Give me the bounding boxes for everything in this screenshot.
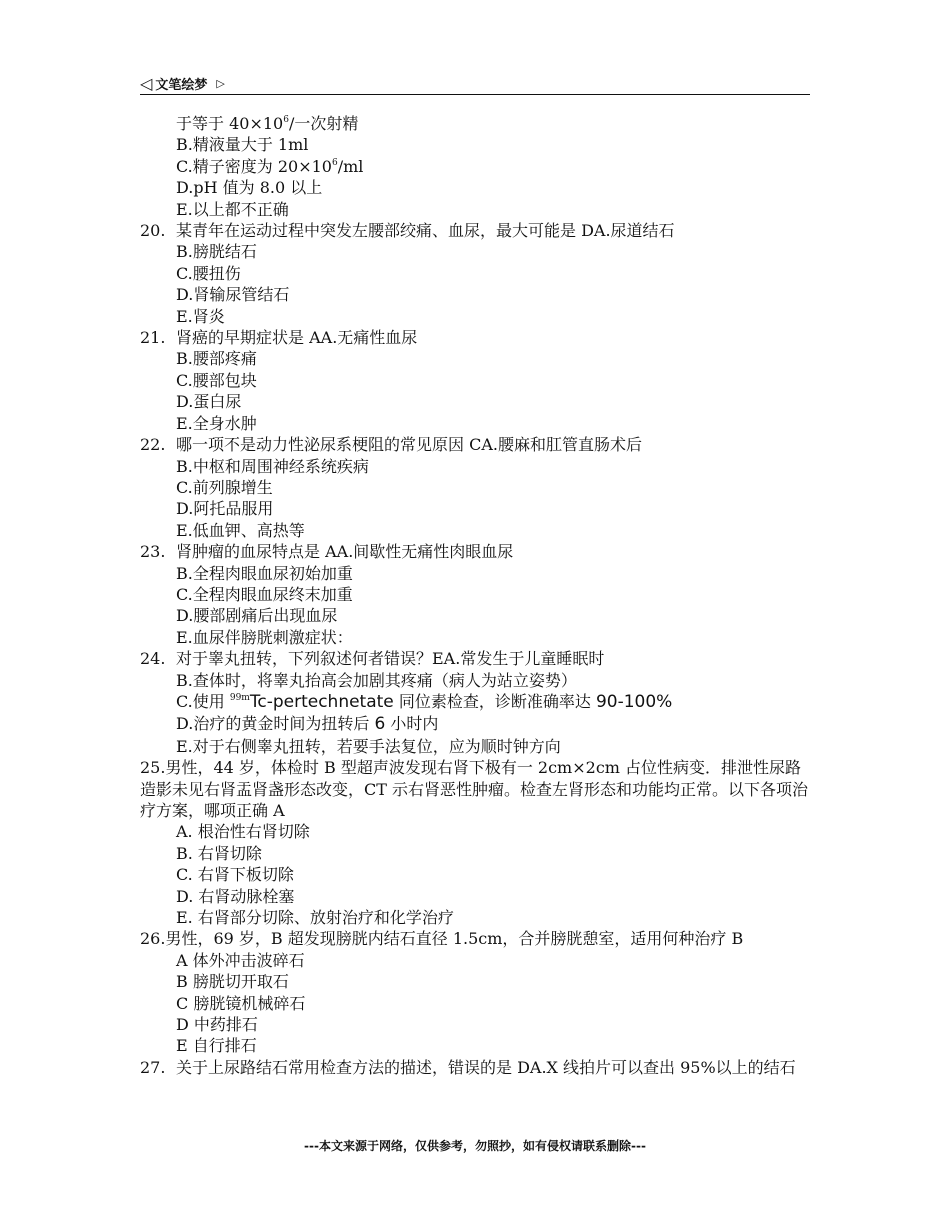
triangle-right-icon: ▷ [216,77,225,90]
option-line: E.对于右侧睾丸扭转，若要手法复位，应为顺时钟方向 [176,736,561,756]
page-footer: ---本文来源于网络，仅供参考，勿照抄，如有侵权请联系删除--- [304,1139,646,1153]
option-line: C 膀胱镜机械碎石 [176,993,306,1013]
triangle-left-icon: ◁ [140,73,153,93]
option-line: B.精液量大于 1ml [176,135,309,155]
option-line: B.腰部疼痛 [176,349,257,369]
option-line: D.肾输尿管结石 [176,285,290,305]
option-line: D.治疗的黄金时间为扭转后 6 小时内 [176,714,439,735]
document-body [140,113,812,1078]
question-24: 24. 对于睾丸扭转，下列叙述何者错误？EA.常发生于儿童睡眠时 [140,649,605,669]
option-line: C.全程肉眼血尿终末加重 [176,584,353,604]
option-line: E.血尿伴膀胱刺激症状： [176,627,353,647]
option-line: B.全程肉眼血尿初始加重 [176,563,353,583]
option-line: E.低血钾、高热等 [176,520,305,540]
option-line: D.阿托品服用 [176,499,274,519]
question-23: 23. 肾肿瘤的血尿特点是 AA.间歇性无痛性肉眼血尿 [140,542,514,562]
question-21: 21. 肾癌的早期症状是 AA.无痛性血尿 [140,328,418,348]
option-line: C.腰部包块 [176,370,257,390]
question-20: 20. 某青年在运动过程中突发左腰部绞痛、血尿，最大可能是 DA.尿道结石 [140,221,675,241]
text-line: 于等于 $40\times 10^6/$一次射精 [176,114,359,133]
question-26: 26.男性，69 岁，B 超发现膀胱内结石直径 1.5cm，合并膀胱憩室，适用何种治疗 B [140,929,744,949]
option-line: B.膀胱结石 [176,242,257,262]
question-25: 25.男性，44 岁，体检时 B 型超声波发现右肾下极有一 2cm×2cm 占位性病变．排泄性尿路造影未见右肾盂肾盏形态改变，CT 示右肾恶性肿瘤。检查左肾形态和功能均正常。以下各项治疗方案，哪项正确 A [140,758,809,820]
option-line: E.肾炎 [176,306,225,326]
option-line: C.使用 $^{99m}$Tc-pertechnetate 同位素检查，诊断准确率达 90-100% [176,691,673,712]
option-line: E 自行排石 [176,1036,257,1056]
brand-name: 文笔绘梦 [155,78,208,93]
option-line: D.蛋白尿 [176,392,242,412]
option-line: D.pH 值为 8.0 以上 [176,178,323,198]
option-line: A 体外冲击波碎石 [176,950,305,970]
option-line: C.前列腺增生 [176,477,273,497]
question-22: 22. 哪一项不是动力性泌尿系梗阻的常见原因 CA.腰麻和肛管直肠术后 [140,435,642,455]
option-line: B. 右肾切除 [176,843,262,863]
option-line: A. 根治性右肾切除 [176,822,310,842]
question-27: 27. 关于上尿路结石常用检查方法的描述，错误的是 DA.X 线拍片可以查出 95%以上的结石 [140,1057,796,1077]
option-line: C.精子密度为 $20\times 10^6/ml$ [176,156,364,176]
option-line: E.以上都不正确 [176,199,289,219]
page-header [140,72,810,95]
option-line: C. 右肾下板切除 [176,865,294,885]
option-line: E.全身水肿 [176,413,257,433]
option-line: B.查体时，将睾丸抬高会加剧其疼痛（病人为站立姿势） [176,670,577,690]
option-line: D. 右肾动脉栓塞 [176,886,295,906]
option-line: D 中药排石 [176,1015,258,1035]
header-brand [140,74,225,93]
option-line: E. 右肾部分切除、放射治疗和化学治疗 [176,908,454,928]
option-line: B 膀胱切开取石 [176,972,289,992]
option-line: D.腰部剧痛后出现血尿 [176,606,338,626]
option-line: B.中枢和周围神经系统疾病 [176,456,369,476]
option-line: C.腰扭伤 [176,263,241,283]
